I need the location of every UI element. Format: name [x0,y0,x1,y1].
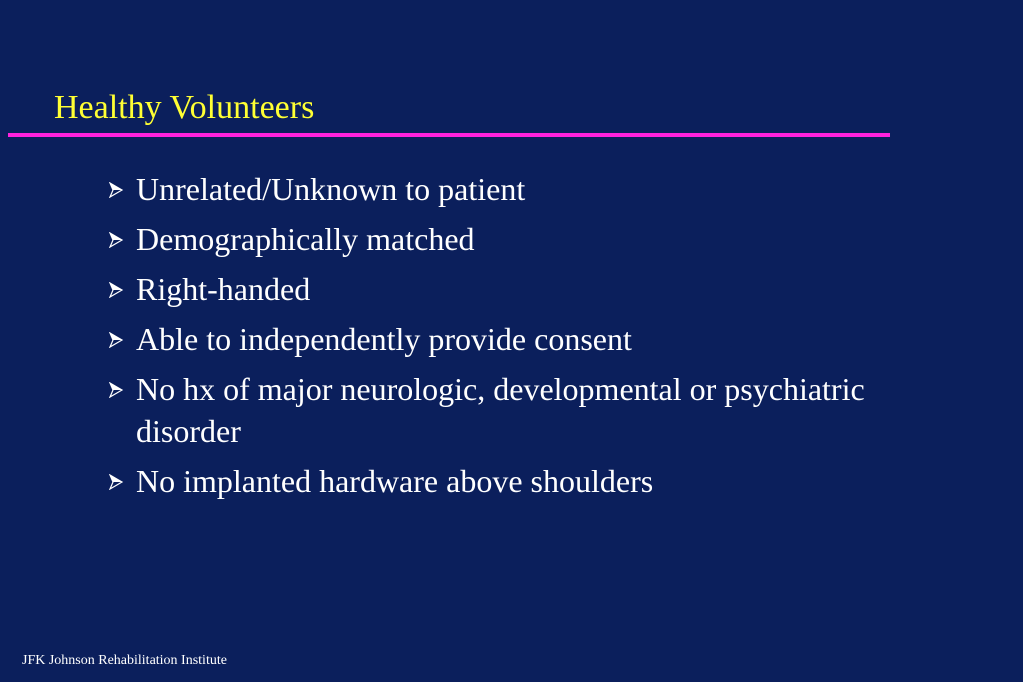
slide-title: Healthy Volunteers [54,89,315,126]
bullet-text: Able to independently provide consent [136,321,632,357]
bullet-list [108,168,868,510]
bullet-item [108,168,868,210]
arrow-bullet-icon [108,232,124,248]
arrow-bullet-icon [108,382,124,398]
bullet-text: No hx of major neurologic, developmental or psychiatric disorder [136,371,865,449]
bullet-item [108,318,868,360]
arrow-bullet-icon [108,474,124,490]
bullet-text: Unrelated/Unknown to patient [136,171,526,207]
footer-institution: JFK Johnson Rehabilitation Institute [22,653,227,668]
bullet-item [108,268,868,310]
bullet-text: Right-handed [136,271,311,307]
arrow-bullet-icon [108,332,124,348]
bullet-text: Demographically matched [136,221,475,257]
arrow-bullet-icon [108,282,124,298]
bullet-item [108,460,868,502]
bullet-item [108,218,868,260]
title-divider [8,133,890,137]
bullet-item [108,368,868,452]
arrow-bullet-icon [108,182,124,198]
bullet-text: No implanted hardware above shoulders [136,463,654,499]
